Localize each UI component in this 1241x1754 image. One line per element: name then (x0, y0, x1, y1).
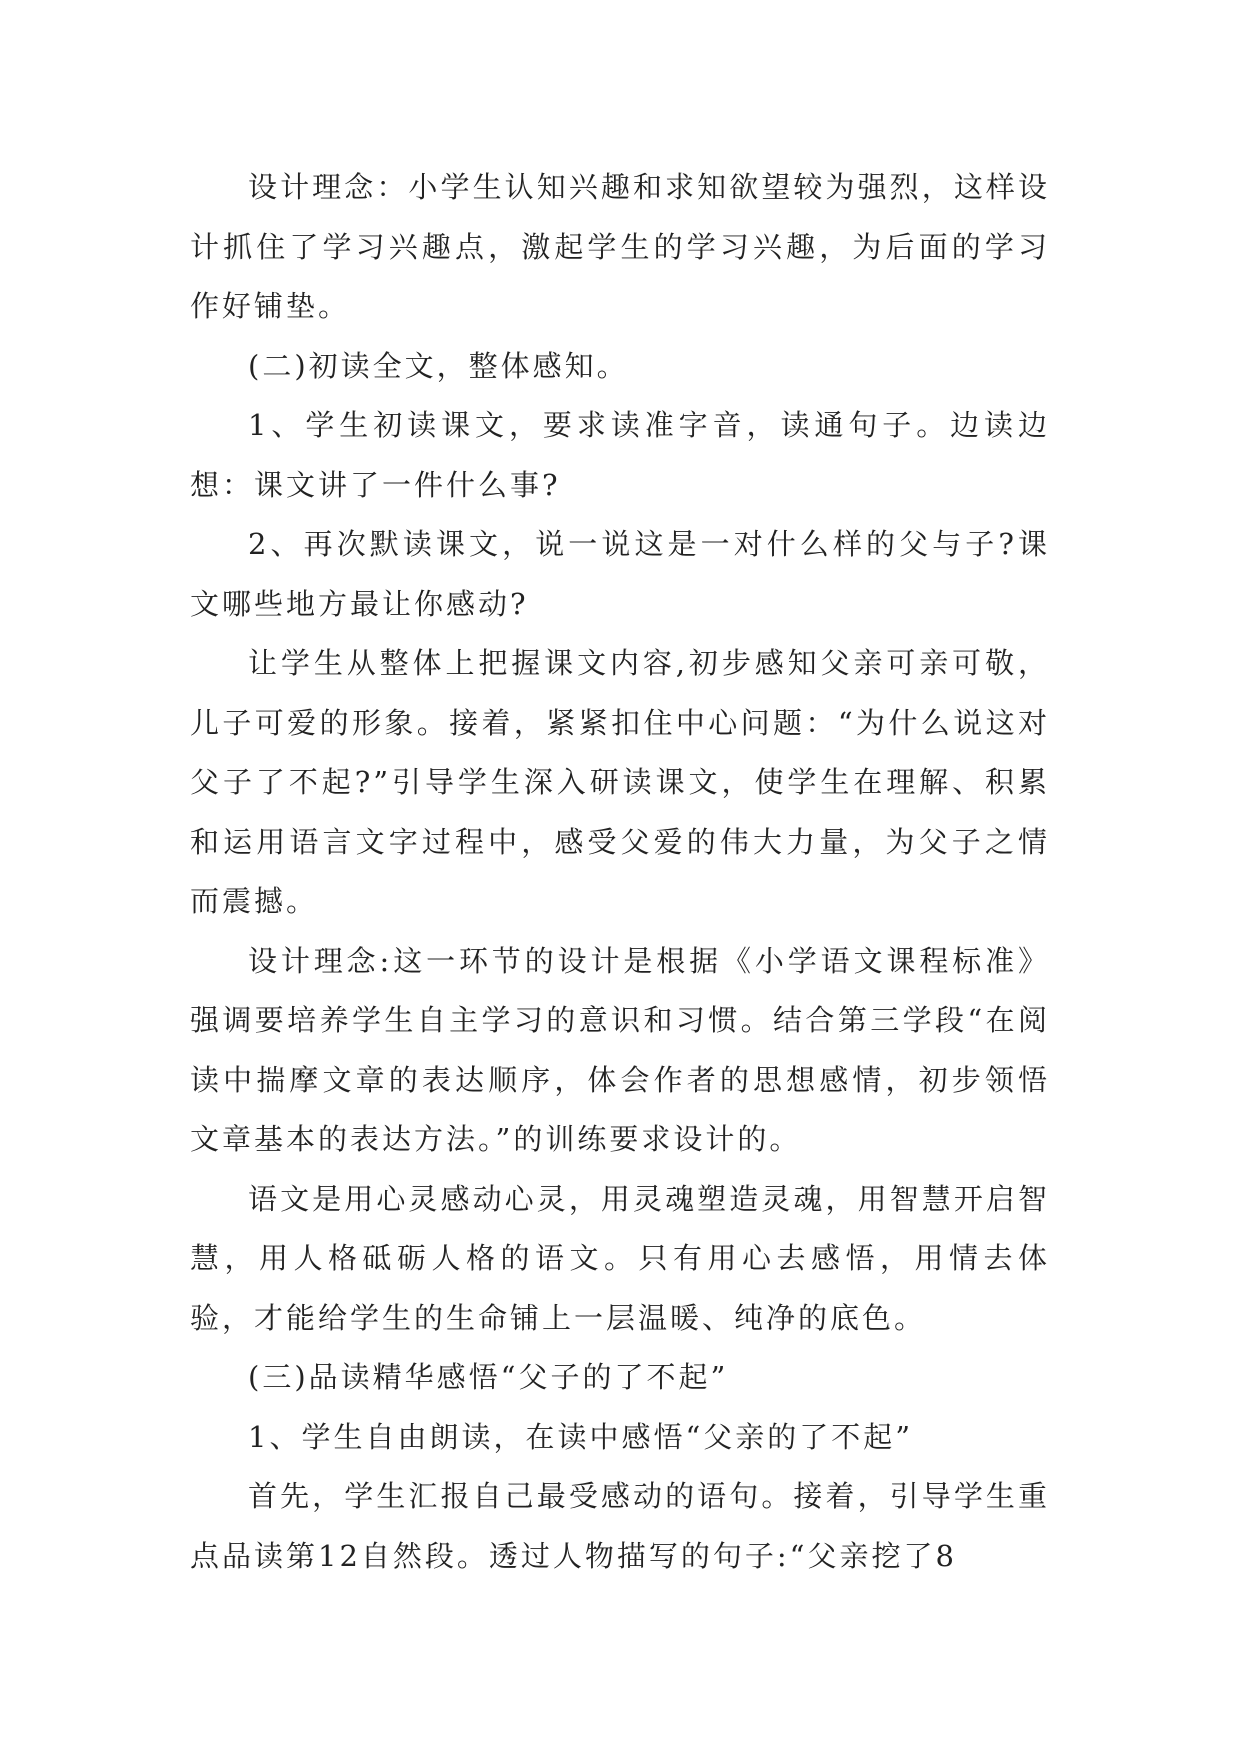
section-heading-appreciation: (三)品读精华感悟“父子的了不起” (248, 1360, 729, 1394)
paragraph-step-1: 1、学生初读课文，要求读准字音，读通句子。边读边想：课文讲了一件什么事? (190, 408, 1050, 502)
section-heading-initial-reading: (二)初读全文，整体感知。 (248, 348, 629, 383)
paragraph-free-reading: 1、学生自由朗读，在读中感悟“父亲的了不起” (248, 1419, 914, 1454)
paragraph-design-concept-2: 设计理念:这一环节的设计是根据《小学语文课程标准》强调要培养学生自主学习的意识和习惯。结合第三学段“在阅读中揣摩文章的表达顺序，体会作者的思想感情，初步领悟文章基本的表达方法。”的训练要求设计的。 (190, 943, 1050, 1156)
paragraph-chinese-language: 语文是用心灵感动心灵，用灵魂塑造灵魂，用智慧开启智慧，用人格砥砺人格的语文。只有用心去感悟，用情去体验，才能给学生的生命铺上一层温暖、纯净的底色。 (190, 1181, 1050, 1335)
paragraph-overall-understanding: 让学生从整体上把握课文内容,初步感知父亲可亲可敬，儿子可爱的形象。接着，紧紧扣住中心问题：“为什么说这对父子了不起?”引导学生深入研读课文，使学生在理解、积累和运用语言文字过程中，感受父爱的伟大力量，为父子之情而震撼。 (190, 646, 1050, 918)
document-body (190, 158, 1050, 1586)
paragraph-student-report: 首先，学生汇报自己最受感动的语句。接着，引导学生重点品读第12自然段。透过人物描写的句子:“父亲挖了8 (190, 1479, 1050, 1573)
paragraph-design-concept-1: 设计理念：小学生认知兴趣和求知欲望较为强烈，这样设计抓住了学习兴趣点，激起学生的学习兴趣，为后面的学习作好铺垫。 (190, 170, 1050, 323)
paragraph-step-2: 2、再次默读课文，说一说这是一对什么样的父与子?课文哪些地方最让你感动? (190, 527, 1050, 621)
